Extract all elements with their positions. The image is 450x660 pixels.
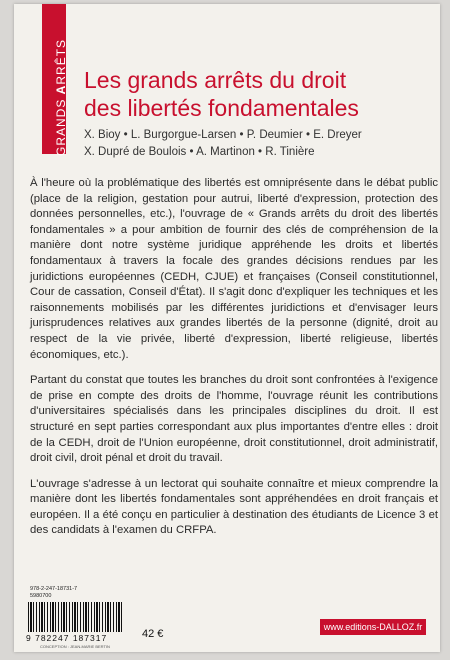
book-title — [84, 66, 424, 122]
description-paragraph: Partant du constat que toutes les branches du droit sont confrontées à l'exigence de prise en compte des droits de l'homme, l'ouvrage réunit les contributions d'universitaires spécialisés dans les principales disciplines du droit. Il est structuré en sept parties correspondant aux plus importantes d'entre elles : droit de la CEDH, droit de l'Union européenne, droit constitutionnel, droit administratif, droit civil, droit pénal et droit du travail. — [30, 374, 438, 465]
authors-line-1: X. Bioy • L. Burgorgue-Larsen • P. Deumier • E. Dreyer — [84, 129, 362, 141]
author-list — [84, 127, 424, 161]
publisher-website[interactable]: www.editions-DALLOZ.fr — [320, 619, 426, 635]
product-code: 5980700 — [30, 593, 52, 599]
book-back-cover — [14, 4, 440, 652]
authors-line-2: X. Dupré de Boulois • A. Martinon • R. Tinière — [84, 146, 315, 158]
isbn-block — [30, 586, 77, 600]
isbn-number: 978-2-247-18731-7 — [30, 586, 78, 592]
price: 42 € — [142, 628, 164, 640]
description-paragraph: L'ouvrage s'adresse à un lectorat qui souhaite connaître et mieux comprendre la manière dont les libertés fondamentales sont appréhendées en droit français et européen. Il a été conçu en particulier à destination des étudiants de Licence 3 et des candidats à l'examen du CRFPA. — [30, 477, 438, 537]
series-label: GRANDS ARRÊTS — [54, 38, 68, 156]
description-paragraph: À l'heure où la problématique des libertés est omniprésente dans le débat public (place de la religion, gestation pour autrui, liberté d'expression, protection des données personnelles, etc.), l'ouvrage de « Grands arrêts du droit des libertés fondamentales » a pour ambition de fournir des clés de compréhension de la manière dont notre système juridique appréhende les droits et libertés fondamentaux à travers la focale des grandes décisions rendues par les juridictions européennes (CEDH, CJUE) et françaises (Conseil constitutionnel, Cour de cassation, Conseil d'État). Il s'agit donc d'expliquer les techniques et les raisonnements mobilisés par les différentes juridictions et d'envisager leurs jurisprudences relatives aux grandes libertés de la personne (dignité, droit au respect de la vie privée, liberté d'expression, liberté religieuse, libertés économiques, etc.). — [30, 177, 438, 361]
design-credit: CONCEPTION : JEAN-MARIE BERTIN — [40, 644, 110, 649]
barcode-icon — [28, 602, 122, 632]
description — [30, 176, 438, 549]
title-line-1: Les grands arrêts du droit — [84, 67, 347, 93]
barcode-digits: 9 782247 187317 — [26, 633, 108, 643]
title-line-2: des libertés fondamentales — [84, 95, 359, 121]
